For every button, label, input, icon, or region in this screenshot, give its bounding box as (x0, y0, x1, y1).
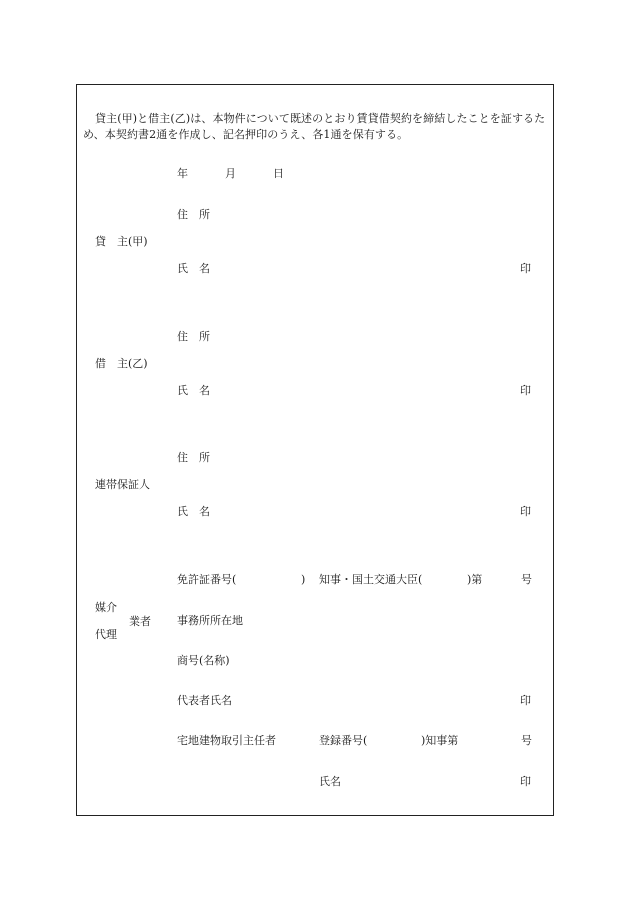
agent-label-agency: 代理 (95, 628, 117, 641)
lessee-name-label: 氏 名 (177, 384, 210, 397)
lessee-seal-mark: 印 (520, 384, 531, 397)
guarantor-name-label: 氏 名 (177, 505, 210, 518)
lessor-seal-mark: 印 (520, 262, 531, 275)
registration-number-close: )知事第 (421, 734, 459, 747)
office-location-label: 事務所所在地 (177, 614, 243, 627)
broker-label: 宅地建物取引主任者 (177, 734, 276, 747)
representative-name-label: 代表者氏名 (177, 694, 232, 707)
date-month-label: 月 (225, 167, 236, 180)
governor-minister-label: 知事・国土交通大臣( (319, 573, 423, 586)
lessee-address-label: 住 所 (177, 330, 210, 343)
lessor-name-label: 氏 名 (177, 262, 210, 275)
license-number-close: ) (301, 573, 306, 586)
intro-text: 貸主(甲)と借主(乙)は、本物件について既述のとおり賃貸借契約を締結したことを証するため、本契約書2通を作成し、記名押印のうえ、各1通を保有する。 (83, 112, 546, 141)
guarantor-seal-mark: 印 (520, 505, 531, 518)
broker-seal-mark: 印 (520, 775, 531, 788)
contract-signature-frame (76, 84, 554, 816)
lessee-label: 借 主(乙) (95, 357, 148, 370)
lessor-address-label: 住 所 (177, 208, 210, 221)
date-year-label: 年 (177, 167, 188, 180)
lessor-label: 貸 主(甲) (95, 235, 148, 248)
registration-number-suffix: 号 (521, 734, 532, 747)
guarantor-address-label: 住 所 (177, 451, 210, 464)
date-day-label: 日 (273, 167, 284, 180)
trade-name-label: 商号(名称) (177, 654, 230, 667)
agent-label-mediation: 媒介 (95, 601, 117, 614)
governor-minister-close: )第 (467, 573, 483, 586)
registration-number-label: 登録番号( (319, 734, 368, 747)
license-number-suffix: 号 (521, 573, 532, 586)
guarantor-label: 連帯保証人 (95, 478, 150, 491)
agent-label-suffix: 業者 (129, 615, 151, 628)
broker-name-label: 氏名 (319, 775, 341, 788)
representative-seal-mark: 印 (520, 694, 531, 707)
license-number-label: 免許証番号( (177, 573, 237, 586)
